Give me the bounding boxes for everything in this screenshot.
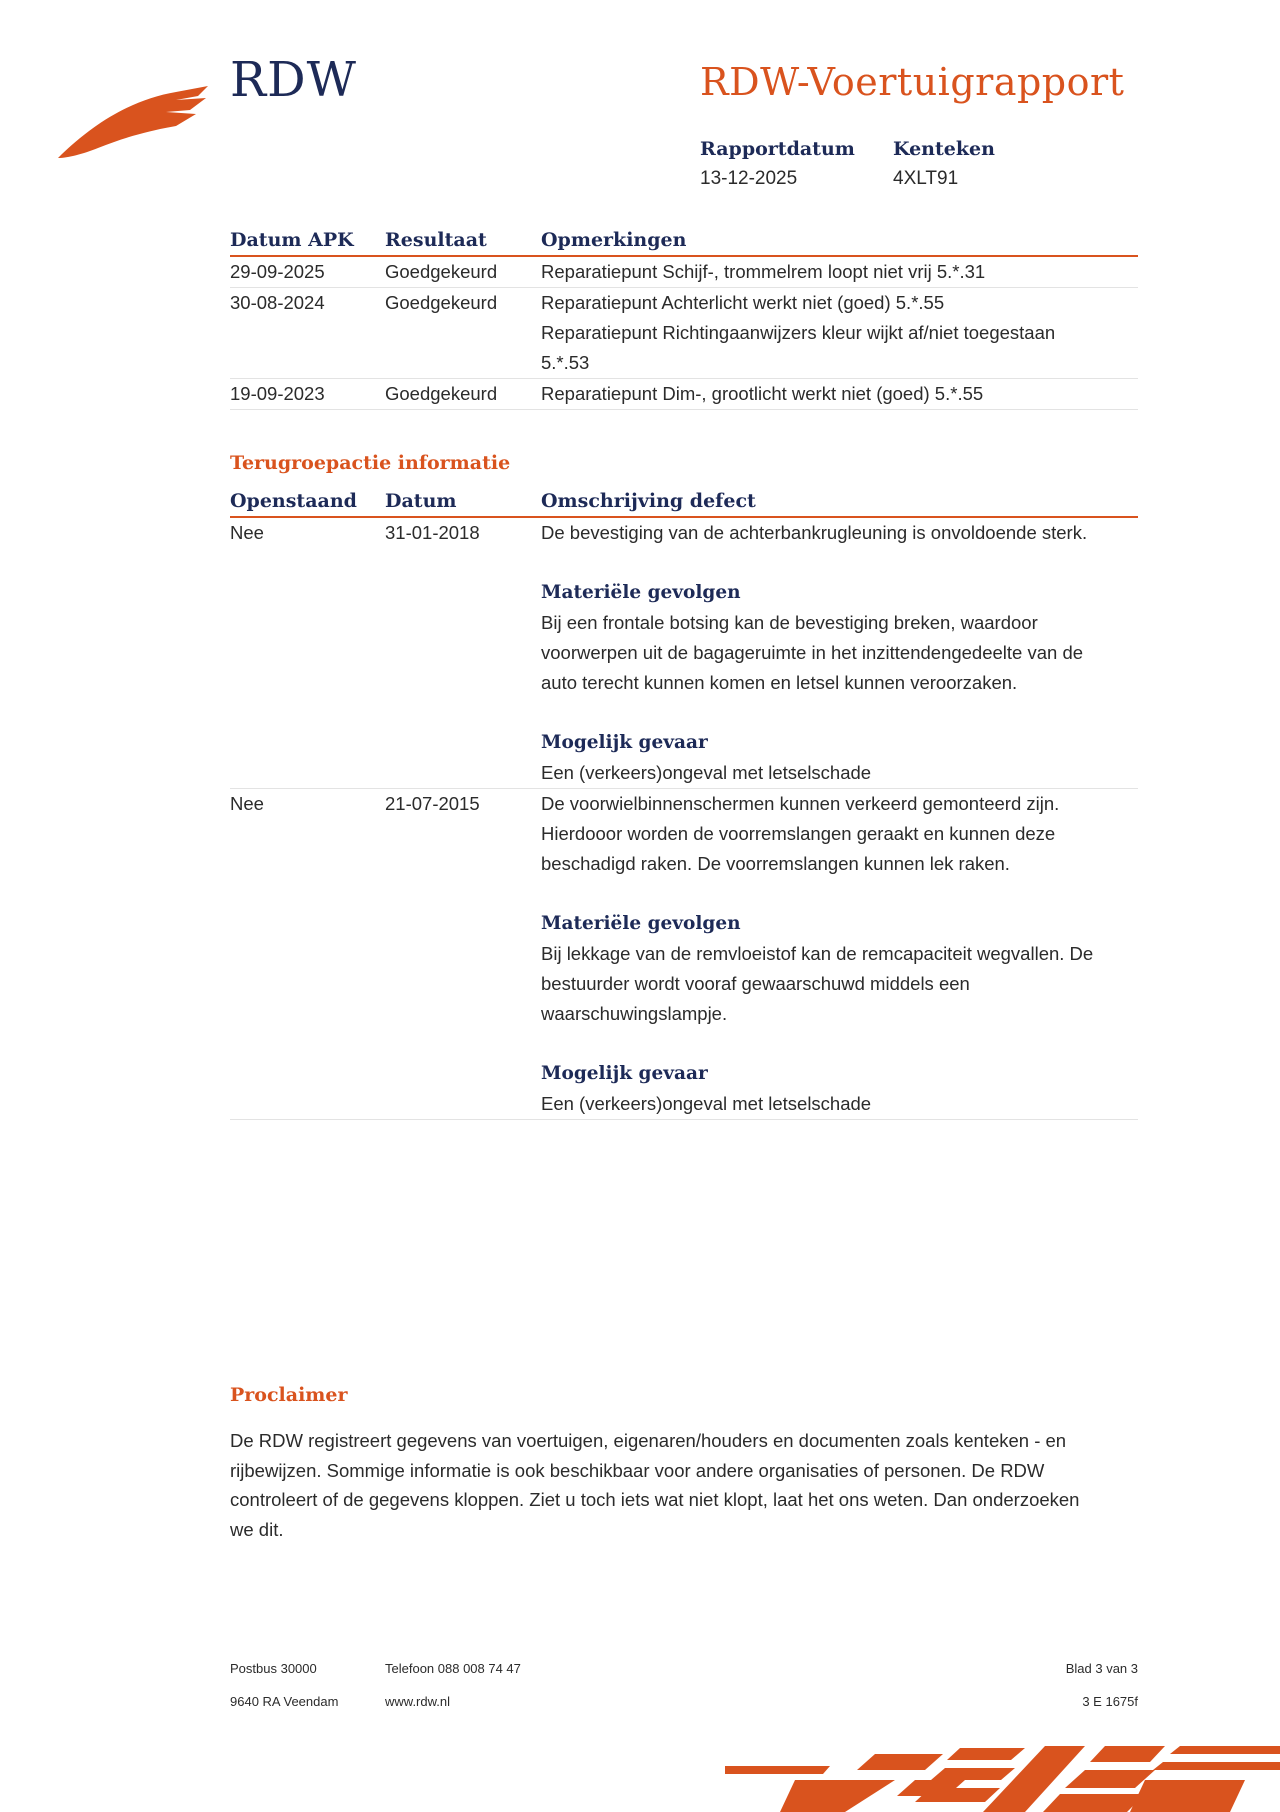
recall-open: Nee	[230, 793, 264, 814]
brand-name: RDW	[230, 52, 357, 108]
apk-table	[230, 225, 1138, 410]
report-title: RDW-Voertuigrapport	[700, 60, 1125, 104]
consequences-line: Bij lekkage van de remvloeistof kan de remcapaciteit wegvallen. De	[541, 943, 1094, 964]
footer-phone: Telefoon 088 008 74 47	[385, 1661, 521, 1676]
description-line: De bevestiging van de achterbankrugleuning is onvoldoende sterk.	[541, 522, 1088, 543]
proclaimer-text	[230, 1426, 1130, 1544]
column-header: Opmerkingen	[541, 229, 687, 251]
apk-table-header	[230, 225, 1138, 257]
column-header: Resultaat	[385, 229, 487, 251]
danger-heading: Mogelijk gevaar	[541, 732, 708, 753]
consequences-line: voorwerpen uit de bagageruimte in het inzittendengedeelte van de	[541, 642, 1084, 663]
footer-page-number: Blad 3 van 3	[1065, 1661, 1138, 1676]
rdw-stripes-icon	[725, 1740, 1280, 1812]
table-row	[230, 379, 1138, 410]
proclaimer-line: De RDW registreert gegevens van voertuigen, eigenaren/houders en documenten zoals kenteken - en	[230, 1430, 1067, 1451]
remark-line: Reparatiepunt Dim-, grootlicht werkt niet (goed) 5.*.55	[541, 383, 984, 404]
rdw-logo-icon	[58, 78, 208, 162]
apk-remarks	[541, 379, 1138, 409]
recall-table-header	[230, 486, 1138, 518]
column-header: Datum	[385, 490, 457, 512]
description-line: Hierdooor worden de voorremslangen geraakt en kunnen deze	[541, 823, 1056, 844]
proclaimer-line: rijbewijzen. Sommige informatie is ook beschikbaar voor andere organisaties of personen. De RDW	[230, 1459, 1045, 1481]
table-row	[230, 518, 1138, 789]
table-row	[230, 789, 1138, 1120]
footer-document-code: 3 E 1675f	[1082, 1694, 1138, 1709]
apk-remarks	[541, 288, 1138, 378]
recall-date: 21-07-2015	[385, 793, 480, 814]
footer-website-link[interactable]: www.rdw.nl	[385, 1694, 451, 1709]
proclaimer-line: we dit.	[230, 1518, 284, 1540]
proclaimer-title: Proclaimer	[230, 1384, 348, 1406]
danger-heading: Mogelijk gevaar	[541, 1063, 708, 1084]
recall-section-title: Terugroepactie informatie	[230, 452, 511, 474]
footer-postbus: Postbus 30000	[230, 1661, 317, 1676]
table-row	[230, 257, 1138, 288]
apk-result: Goedgekeurd	[385, 292, 498, 313]
consequences-heading: Materiële gevolgen	[541, 913, 741, 934]
recall-date: 31-01-2018	[385, 522, 480, 543]
apk-date: 29-09-2025	[230, 261, 325, 282]
consequences-heading: Materiële gevolgen	[541, 582, 741, 603]
recall-description	[541, 789, 1138, 1119]
description-line: De voorwielbinnenschermen kunnen verkeerd gemonteerd zijn.	[541, 793, 1060, 814]
consequences-line: Bij een frontale botsing kan de bevestiging breken, waardoor	[541, 612, 1038, 633]
apk-result: Goedgekeurd	[385, 383, 498, 404]
danger-text: Een (verkeers)ongeval met letselschade	[541, 1093, 872, 1114]
remark-line: 5.*.53	[541, 352, 590, 373]
apk-result: Goedgekeurd	[385, 261, 498, 282]
column-header: Datum APK	[230, 229, 354, 251]
danger-text: Een (verkeers)ongeval met letselschade	[541, 762, 872, 783]
recall-table	[230, 486, 1138, 1120]
consequences-line: waarschuwingslampje.	[541, 1003, 728, 1024]
apk-remarks	[541, 257, 1138, 287]
proclaimer-line: controleert of de gegevens kloppen. Ziet u toch iets wat niet klopt, laat het ons weten. Dan onderzoeken	[230, 1489, 1080, 1510]
apk-date: 19-09-2023	[230, 383, 325, 404]
consequences-line: bestuurder wordt vooraf gewaarschuwd middels een	[541, 973, 970, 994]
report-date-label: Rapportdatum	[700, 138, 855, 160]
plate-value: 4XLT91	[893, 168, 959, 189]
recall-open: Nee	[230, 522, 264, 543]
remark-line: Reparatiepunt Schijf-, trommelrem loopt niet vrij 5.*.31	[541, 261, 986, 282]
consequences-line: auto terecht kunnen komen en letsel kunnen veroorzaken.	[541, 672, 1018, 693]
remark-line: Reparatiepunt Richtingaanwijzers kleur wijkt af/niet toegestaan	[541, 322, 1056, 343]
description-line: beschadigd raken. De voorremslangen kunnen lek raken.	[541, 853, 1010, 874]
report-date-value: 13-12-2025	[700, 168, 798, 189]
apk-date: 30-08-2024	[230, 292, 325, 313]
column-header: Omschrijving defect	[541, 490, 756, 512]
table-row	[230, 288, 1138, 379]
column-header: Openstaand	[230, 490, 357, 512]
plate-label: Kenteken	[893, 138, 995, 160]
footer-city: 9640 RA Veendam	[230, 1694, 339, 1709]
remark-line: Reparatiepunt Achterlicht werkt niet (goed) 5.*.55	[541, 292, 945, 313]
recall-description	[541, 518, 1138, 788]
